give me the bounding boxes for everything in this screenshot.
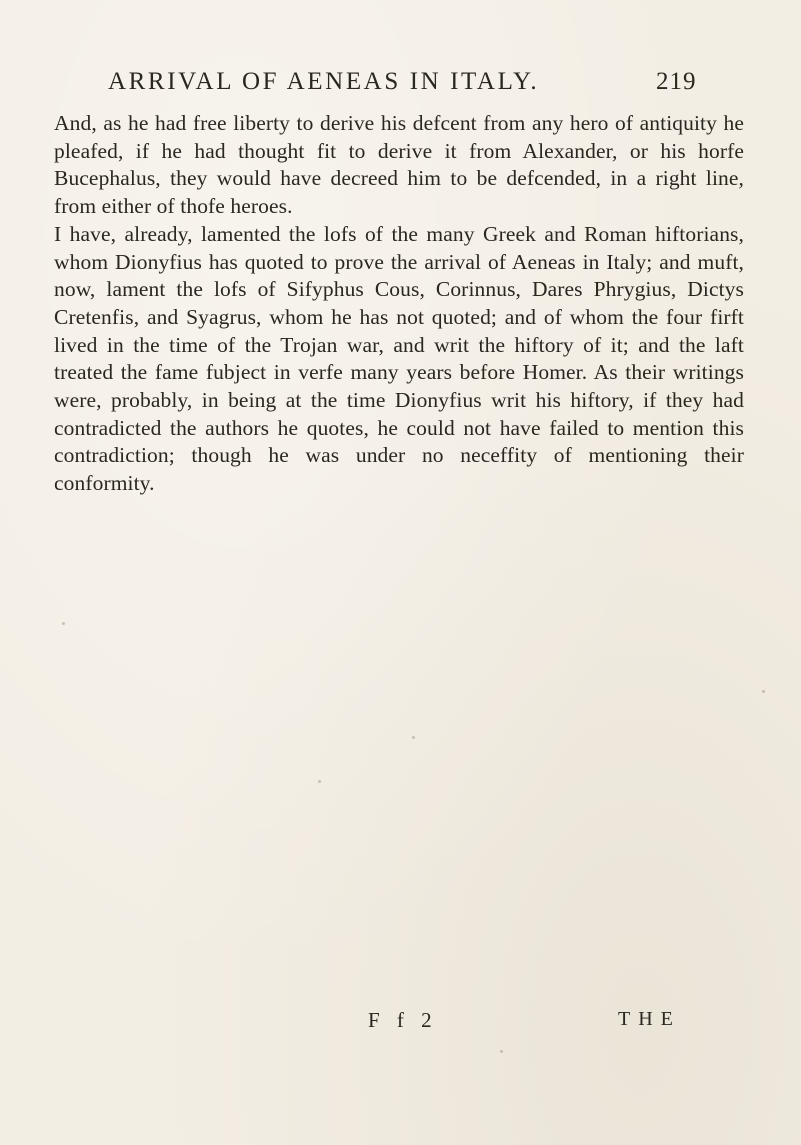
paper-speck (762, 690, 765, 693)
catchword: THE (618, 1008, 681, 1030)
running-head (108, 68, 708, 102)
paper-speck (318, 780, 321, 783)
body-text (54, 110, 744, 498)
paper-speck (500, 1050, 503, 1053)
page-number: 219 (656, 68, 697, 95)
paragraph-1: And, as he had free liberty to derive his defcent from any hero of antiquity he pleafed, if he had thought fit to derive it from Alexander, or his horfe Bucephalus, they would have decreed him to be defcended, in a right line, from either of thofe heroes. (54, 111, 744, 219)
paper-speck (62, 622, 65, 625)
signature-mark: F f 2 (368, 1008, 438, 1032)
paragraph-2: I have, already, lamented the lofs of the many Greek and Roman hiftorians, whom Dionyfius has quoted to prove the arrival of Aeneas in Italy; and muft, now, lament the lofs of Sifyphus Cous, Corinnus, Dares Phrygius, Dictys Cretenfis, and Syagrus, whom he has not quoted; and of whom the four firft lived in the time of the Trojan war, and writ the hiftory of it; and the laft treated the fame fubject in verfe many years before Homer. As their writings were, probably, in being at the time Dionyfius writ his hiftory, if they had contradicted the authors he quotes, he could not have failed to mention this contradiction; though he was under no neceffity of mentioning their conformity. (54, 221, 744, 496)
running-head-title: ARRIVAL OF AENEAS IN ITALY. (108, 68, 540, 95)
page-footer (0, 1008, 801, 1038)
paper-speck (412, 736, 415, 739)
